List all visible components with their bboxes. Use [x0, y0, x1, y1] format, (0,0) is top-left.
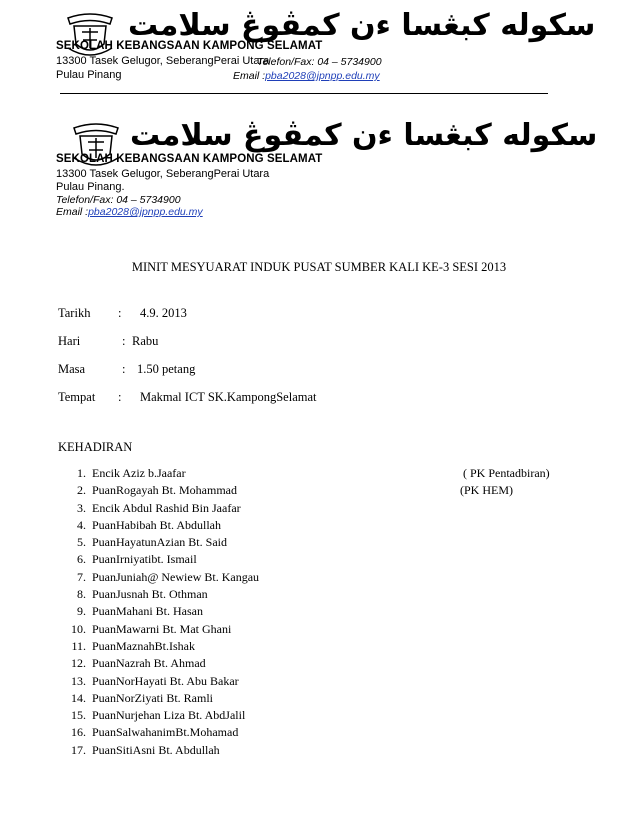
item-number: 17. — [71, 742, 86, 757]
attendee-name: PuanHabibah Bt. Abdullah — [92, 517, 221, 532]
attendance-list — [58, 465, 598, 759]
page-title: MINIT MESYUARAT INDUK PUSAT SUMBER KALI KE-3 SESI 2013 — [131, 260, 507, 274]
school-state: Pulau Pinang — [56, 69, 122, 81]
list-item — [58, 517, 598, 534]
date-label: Tarikh — [58, 306, 91, 320]
attendee-name: PuanNazrah Bt. Ahmad — [92, 656, 206, 671]
school-address: 13300 Tasek Gelugor, SeberangPerai Utara — [56, 55, 270, 67]
school-phone: Telefon/Fax: 04 – 5734900 — [56, 194, 181, 206]
school-phone: Telefon/Fax: 04 – 5734900 — [257, 56, 382, 68]
list-item — [58, 673, 598, 690]
day-colon: : — [122, 334, 126, 348]
date-colon: : — [118, 306, 122, 320]
email-link[interactable]: pba2028@jpnpp.edu.my — [88, 206, 203, 218]
item-number: 12. — [71, 656, 86, 671]
item-number: 5. — [77, 535, 86, 550]
letterhead-divider — [60, 93, 548, 94]
item-number: 6. — [77, 552, 86, 567]
attendee-name: PuanJusnah Bt. Othman — [92, 587, 208, 602]
email-label: Email : — [56, 206, 89, 218]
day-label: Hari — [58, 334, 81, 348]
item-number: 2. — [77, 483, 86, 498]
time-value: 1.50 petang — [137, 362, 196, 376]
item-number: 16. — [71, 725, 86, 740]
attendee-name: PuanHayatunAzian Bt. Said — [92, 535, 227, 550]
list-item — [58, 569, 598, 586]
item-number: 10. — [71, 621, 86, 636]
list-item — [58, 482, 598, 499]
list-item — [58, 707, 598, 724]
attendee-name: PuanSitiAsni Bt. Abdullah — [92, 742, 220, 757]
email-label: Email : — [233, 70, 266, 82]
attendee-name: Encik Abdul Rashid Bin Jaafar — [92, 500, 241, 515]
list-item — [58, 465, 598, 482]
time-label: Masa — [58, 362, 86, 376]
list-item — [58, 724, 598, 741]
list-item — [58, 534, 598, 551]
school-state: Pulau Pinang. — [56, 181, 125, 193]
attendee-name: Encik Aziz b.Jaafar — [92, 466, 186, 480]
school-crest-icon — [64, 10, 116, 60]
jawi-school-name: سکوله کبڠسا ءن کمڤوڠ سلامت — [128, 8, 596, 43]
venue-colon: : — [118, 390, 122, 404]
list-item — [58, 603, 598, 620]
list-item — [58, 500, 598, 517]
item-number: 1. — [77, 466, 86, 480]
item-number: 4. — [77, 517, 86, 532]
letterhead-second — [0, 110, 638, 220]
item-number: 3. — [77, 500, 86, 515]
date-value: 4.9. 2013 — [140, 306, 187, 320]
list-item — [58, 638, 598, 655]
attendee-name: PuanSalwahanimBt.Mohamad — [92, 725, 239, 740]
item-number: 7. — [77, 569, 86, 584]
school-email — [233, 70, 380, 82]
email-link[interactable]: pba2028@jpnpp.edu.my — [265, 70, 380, 82]
item-number: 11. — [71, 638, 86, 653]
attendee-name: PuanNorHayati Bt. Abu Bakar — [92, 673, 239, 688]
school-email — [56, 206, 203, 218]
item-number: 13. — [71, 673, 86, 688]
letterhead-top — [0, 0, 638, 110]
attendee-name: PuanMaznahBt.Ishak — [92, 638, 195, 653]
time-colon: : — [122, 362, 126, 376]
school-name: SEKOLAH KEBANGSAAN KAMPONG SELAMAT — [56, 40, 323, 52]
attendee-name: PuanIrniyatibt. Ismail — [92, 552, 197, 567]
list-item — [58, 551, 598, 568]
item-number: 15. — [71, 708, 86, 723]
item-number: 14. — [71, 690, 86, 705]
list-item — [58, 655, 598, 672]
attendance-heading: KEHADIRAN — [58, 440, 133, 454]
attendee-name: PuanMawarni Bt. Mat Ghani — [92, 621, 232, 636]
jawi-school-name: سکوله کبڠسا ءن کمڤوڠ سلامت — [130, 118, 598, 153]
attendee-name: PuanNorZiyati Bt. Ramli — [92, 690, 213, 705]
item-number: 8. — [77, 587, 86, 602]
school-address: 13300 Tasek Gelugor, SeberangPerai Utara — [56, 168, 270, 180]
day-value: Rabu — [132, 334, 159, 348]
list-item — [58, 586, 598, 603]
attendee-name: PuanJuniah@ Newiew Bt. Kangau — [92, 569, 260, 584]
attendee-name: PuanMahani Bt. Hasan — [92, 604, 203, 619]
attendee-name: PuanRogayah Bt. Mohammad — [92, 483, 237, 498]
list-item — [58, 690, 598, 707]
attendee-name: PuanNurjehan Liza Bt. AbdJalil — [92, 708, 246, 723]
venue-label: Tempat — [58, 390, 96, 404]
list-item — [58, 621, 598, 638]
item-number: 9. — [77, 604, 86, 619]
attendee-role: ( PK Pentadbiran) — [463, 466, 550, 480]
attendee-role: (PK HEM) — [460, 483, 513, 498]
list-item — [58, 742, 598, 759]
venue-value: Makmal ICT SK.KampongSelamat — [140, 390, 317, 404]
school-name: SEKOLAH KEBANGSAAN KAMPONG SELAMAT — [56, 153, 323, 165]
